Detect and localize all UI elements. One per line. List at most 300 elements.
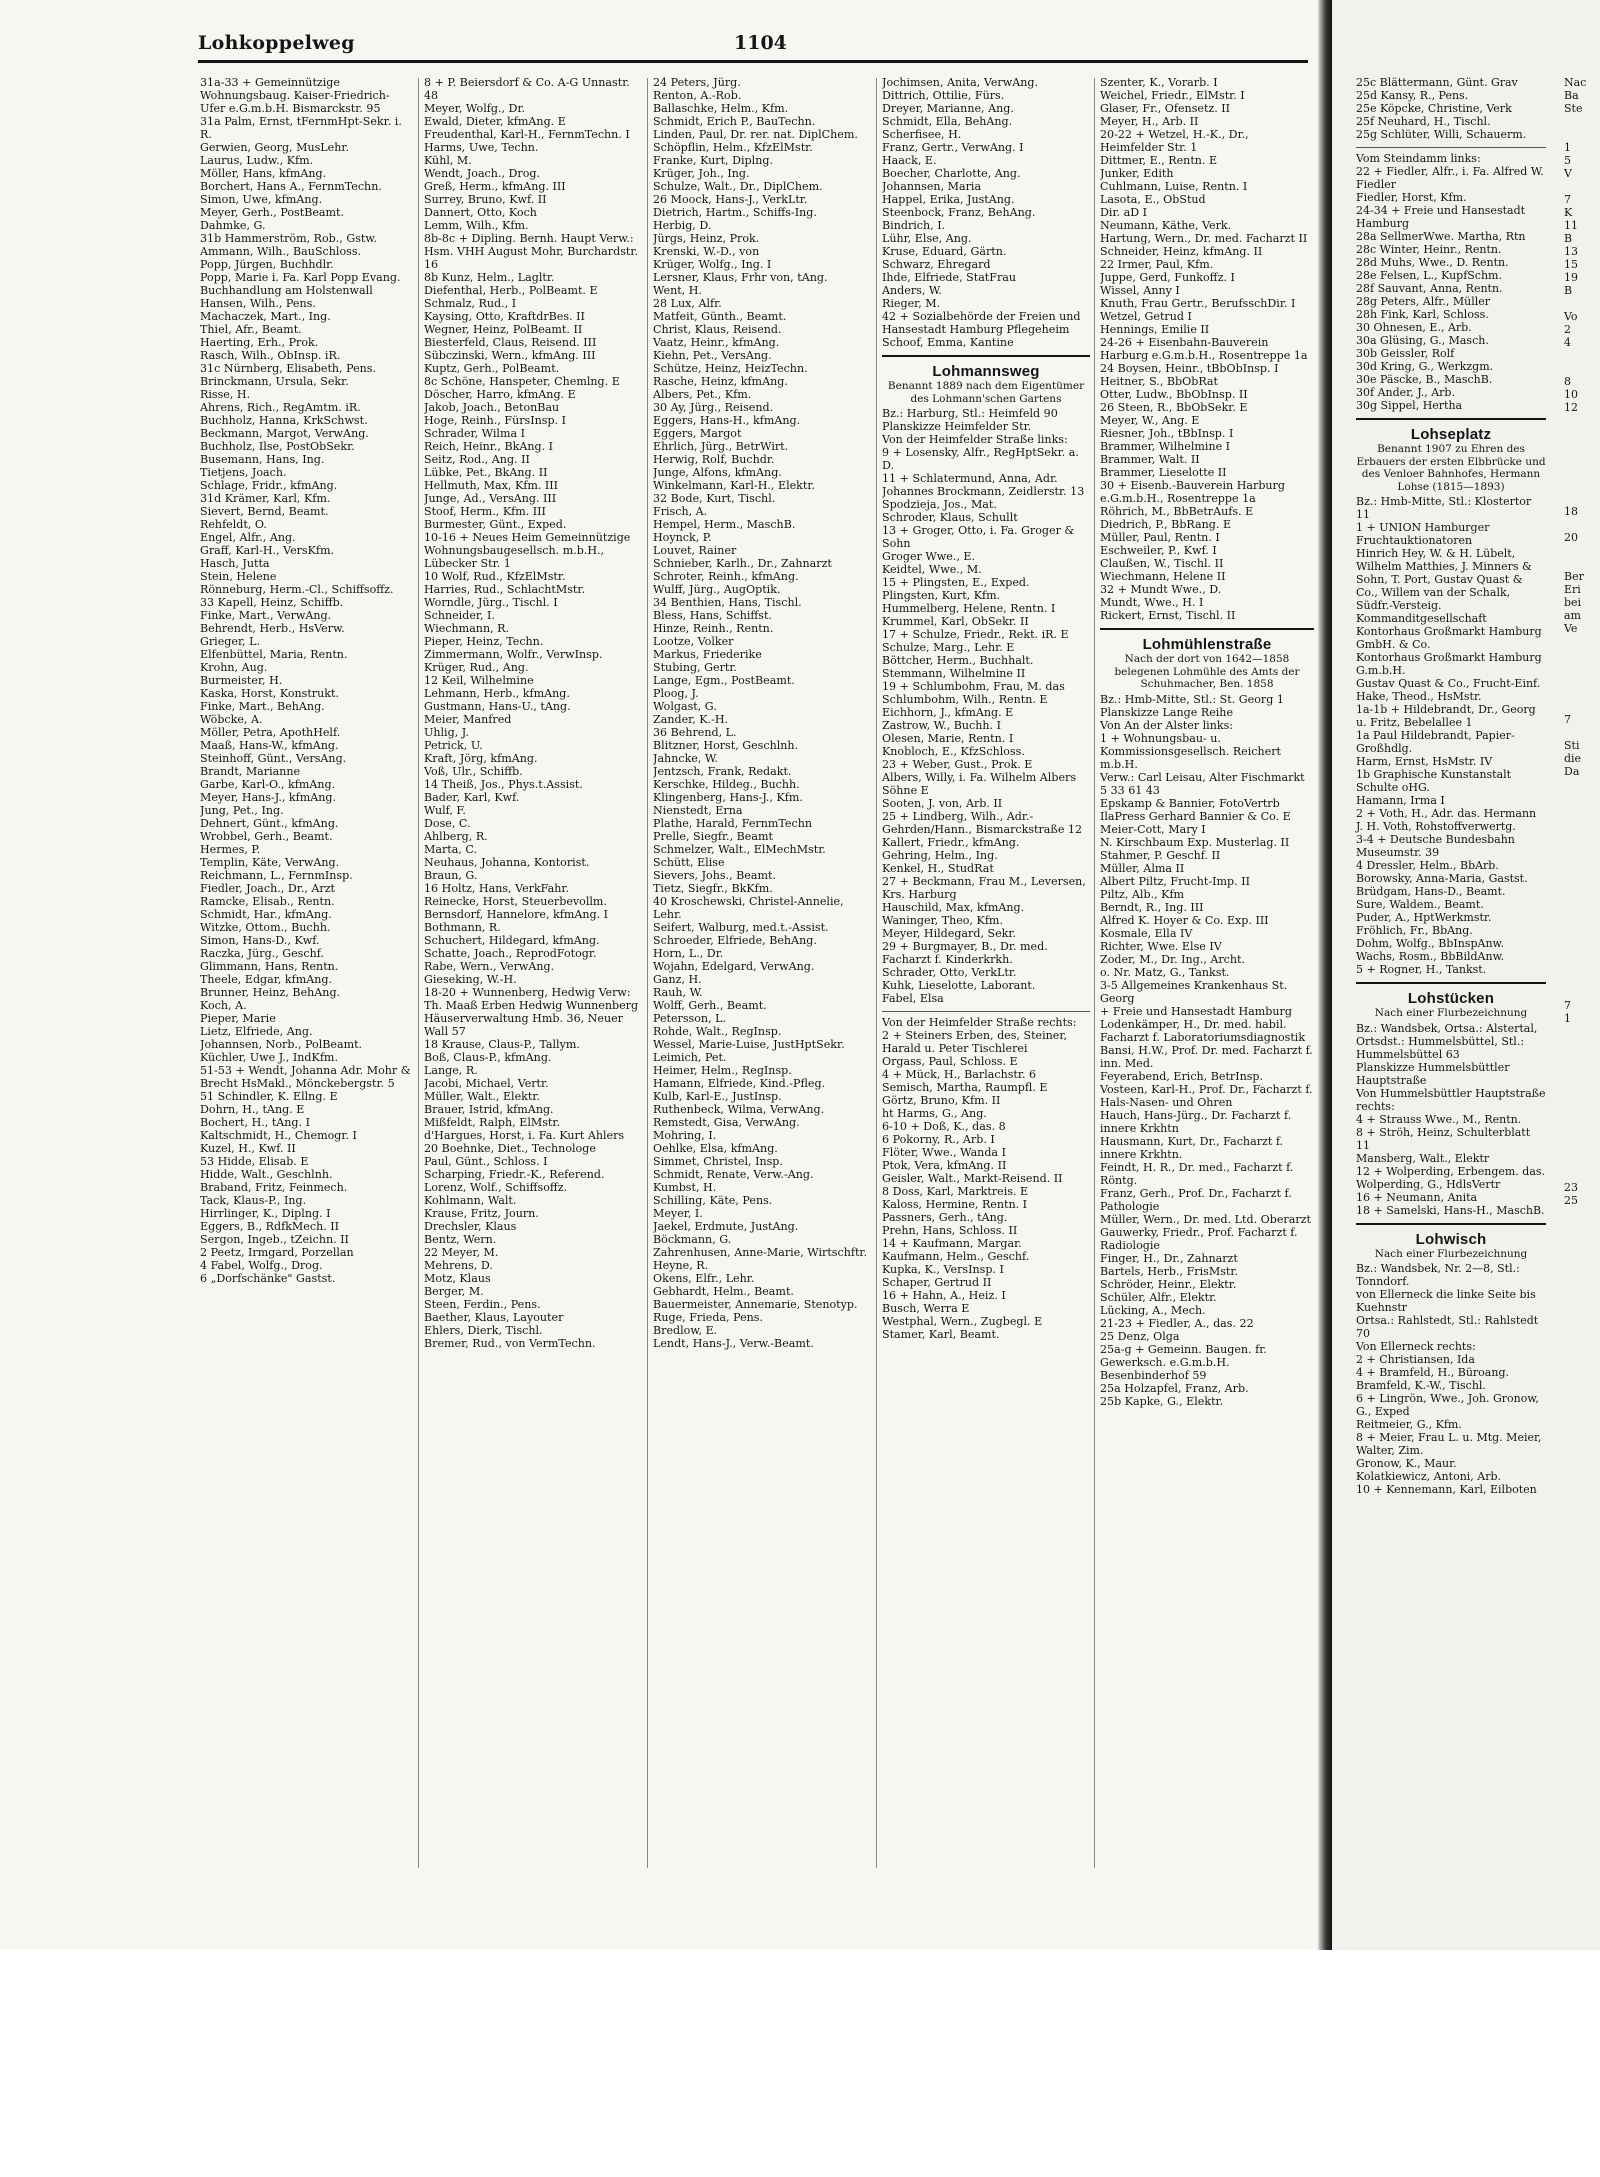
resident-entry: Junge, Ad., VersAng. III [424, 492, 557, 505]
resident-entry: 2 + Christiansen, Ida [1356, 1353, 1475, 1366]
resident-entry: Risse, H. [200, 388, 251, 401]
resident-entry: Schütze, Heinz, HeizTechn. [653, 362, 808, 375]
resident-entry: Okens, Elfr., Lehr. [653, 1272, 755, 1285]
resident-entry: Puder, A., HptWerkmstr. [1356, 911, 1492, 924]
resident-entry: Schöpflin, Helm., KfzElMstr. [653, 141, 813, 154]
adjacent-page [1332, 0, 1600, 1950]
resident-entry: Kaloss, Hermine, Rentn. I [882, 1198, 1028, 1211]
resident-entry: Ruge, Frieda, Pens. [653, 1311, 763, 1324]
resident-entry: Vom Steindamm links: [1356, 152, 1481, 165]
resident-entry: Bansi, H.W., Prof. Dr. med. Facharzt f. inn. Med. [1100, 1043, 1313, 1070]
cut-off-text-fragment [1564, 921, 1600, 934]
resident-entry: Zoder, M., Dr. Ing., Archt. [1100, 952, 1246, 966]
resident-entry: Sievers, Johs., Beamt. [653, 869, 776, 882]
resident-entry: 28e Felsen, L., KupfSchm. [1356, 269, 1502, 282]
resident-entry: 23 + Weber, Gust., Prok. E [882, 758, 1033, 771]
street-section-title: Lohmühlenstraße [1142, 636, 1272, 653]
cut-off-text-fragment [1564, 1051, 1600, 1064]
resident-entry: Gustav Quast & Co., Frucht-Einf. [1356, 677, 1541, 690]
resident-entry: Hellmuth, Max, Kfm. III [424, 479, 559, 492]
resident-entry: Meier-Cott, Mary I [1100, 822, 1206, 836]
cut-off-text-fragment [1564, 492, 1600, 505]
resident-entry: Von An der Alster links: [1100, 718, 1234, 732]
resident-entry: Schulze, Walt., Dr., DiplChem. [653, 180, 823, 193]
resident-entry: 2 + Steiners Erben, des, Steiner, Harald u. Peter Tischlerei [882, 1029, 1067, 1055]
resident-entry: Scherfisee, H. [882, 128, 962, 141]
resident-entry: Krause, Fritz, Journ. [424, 1207, 539, 1220]
resident-entry: Flöter, Wwe., Wanda I [882, 1146, 1006, 1159]
street-section-title: Lohseplatz [1410, 426, 1492, 443]
resident-entry: Popp, Marie i. Fa. Karl Popp Evang. Buchhandlung am Holstenwall [200, 271, 401, 297]
cut-off-text-fragment [1564, 882, 1600, 895]
resident-entry: Lange, Egm., PostBeamt. [653, 674, 795, 687]
resident-entry: 25f Neuhard, H., Tischl. [1356, 115, 1491, 128]
resident-entry: Theele, Edgar, kfmAng. [200, 973, 333, 986]
resident-entry: Wendt, Joach., Drog. [424, 167, 541, 180]
resident-entry: Koch, A. [200, 999, 247, 1012]
resident-entry: 31d Krämer, Karl, Kfm. [200, 492, 331, 505]
resident-entry: Schneider, I. [424, 609, 495, 622]
resident-entry: Markus, Friederike [653, 648, 762, 661]
resident-entry: Berndt, R., Ing. III [1100, 900, 1204, 914]
resident-entry: Eschweiler, P., Kwf. I [1100, 544, 1217, 557]
resident-entry: Dietrich, Hartm., Schiffs-Ing. [653, 206, 817, 219]
resident-entry: Surrey, Bruno, Kwf. II [424, 193, 547, 206]
resident-entry: 25c Blättermann, Günt. Grav [1356, 76, 1518, 89]
page-number: 1104 [734, 32, 787, 54]
resident-entry: Wegner, Heinz, PolBeamt. II [424, 323, 583, 336]
resident-entry: Richter, Wwe. Else IV [1100, 939, 1222, 953]
cut-off-text-fragment [1564, 986, 1600, 999]
cut-off-text-fragment [1564, 1064, 1600, 1077]
resident-entry: Drechsler, Klaus [424, 1220, 517, 1233]
resident-entry: 31a-33 + Gemeinnützige Wohnungsbaug. Kaiser-Friedrich-Ufer e.G.m.b.H. Bismarckstr. 95 [200, 76, 390, 115]
resident-entry: Von Ellerneck rechts: [1356, 1340, 1476, 1353]
street-name-origin-note: Benannt 1907 zu Ehren des Erbauers der ersten Elbbrücke und des Venloer Bahnhofes, Hermann Lohse (1815—1893) [1356, 443, 1546, 493]
resident-entry: Stamer, Karl, Beamt. [882, 1328, 1000, 1341]
resident-entry: Meyer, Wolfg., Dr. [424, 102, 526, 115]
resident-entry: Hinze, Reinh., Rentn. [653, 622, 774, 635]
cut-off-text-fragment: 1 [1564, 1012, 1571, 1025]
cut-off-text-fragment: 5 [1564, 154, 1571, 167]
resident-entry: Döscher, Harro, kfmAng. E [424, 388, 576, 401]
resident-entry: Beckmann, Margot, VerwAng. [200, 427, 369, 440]
cut-off-text-fragment [1564, 453, 1600, 466]
resident-entry: Wulf, F. [424, 804, 466, 817]
resident-entry: Voß, Ulr., Schiffb. [424, 765, 523, 778]
resident-entry: Müller, Alma II [1100, 861, 1185, 875]
resident-entry: Lange, R. [424, 1064, 478, 1077]
resident-entry: 42 + Sozialbehörde der Freien und Hansestadt Hamburg Pflegeheim [882, 310, 1081, 336]
resident-entry: Pieper, Marie [200, 1012, 276, 1025]
cut-off-text-fragment: 1 [1564, 141, 1571, 154]
resident-entry: Junker, Edith [1100, 167, 1174, 180]
cut-off-text-fragment [1564, 856, 1600, 869]
resident-entry: Kaufmann, Helm., Geschf. [882, 1250, 1030, 1263]
resident-entry: Schulze, Marg., Lehr. E [882, 641, 1015, 654]
resident-entry: von Ellerneck die linke Seite bis Kuehnstr [1356, 1288, 1536, 1314]
resident-entry: Vaatz, Heinr., kfmAng. [653, 336, 780, 349]
resident-entry: Nienstedt, Erna [653, 804, 743, 817]
cut-off-text-fragment [1564, 1142, 1600, 1155]
resident-entry: Jochimsen, Anita, VerwAng. [882, 76, 1038, 89]
cut-off-text-fragment [1564, 180, 1600, 193]
resident-entry: Witzke, Ottom., Buchh. [200, 921, 331, 934]
resident-entry: Bz.: Harburg, Stl.: Heimfeld 90 [882, 407, 1058, 420]
resident-entry: Kühl, M. [424, 154, 472, 167]
cut-off-text-fragment: 19 [1564, 271, 1578, 284]
cut-off-text-fragment: 7 [1564, 193, 1571, 206]
resident-entry: Wiechmann, R. [424, 622, 510, 635]
resident-entry: Louvet, Rainer [653, 544, 737, 557]
resident-entry: 20-22 + Wetzel, H.-K., Dr., Heimfelder Str. 1 [1100, 128, 1249, 154]
resident-entry: 33 Kapell, Heinz, Schiffb. [200, 596, 344, 609]
resident-entry: Schwarz, Ehregard [882, 258, 991, 271]
resident-entry: Gebhardt, Helm., Beamt. [653, 1285, 794, 1298]
resident-entry: Schröder, Heinr., Elektr. [1100, 1277, 1237, 1291]
resident-entry: Jung, Pet., Ing. [200, 804, 284, 817]
resident-entry: 30f Ander, J., Arb. [1356, 386, 1455, 399]
resident-entry: Schroeder, Elfriede, BehAng. [653, 934, 817, 947]
resident-entry: 3-4 + Deutsche Bundesbahn Museumstr. 39 [1356, 833, 1515, 859]
resident-entry: 3-5 Allgemeines Krankenhaus St. Georg [1100, 978, 1288, 1005]
cut-off-text-fragment [1564, 518, 1600, 531]
resident-entry: Hamann, Elfriede, Kind.-Pfleg. [653, 1077, 826, 1090]
resident-entry: 6 Pokorny, R., Arb. I [882, 1133, 995, 1146]
resident-entry: 9 + Losensky, Alfr., RegHptSekr. a. D. [882, 446, 1079, 472]
resident-entry: Hinrich Hey, W. & H. Lübelt, Wilhelm Matthies, J. Minners & Sohn, T. Port, Gustav Quast & Co., Willem van der Schalk, Südfr.-Versteig. [1356, 547, 1532, 612]
cut-off-text-fragment [1564, 557, 1600, 570]
resident-entry: Otter, Ludw., BbObInsp. II [1100, 388, 1248, 401]
resident-entry: 2 + Voth, H., Adr. das. Hermann J. H. Voth, Rohstoffverwertg. [1356, 807, 1537, 833]
resident-entry: Szenter, K., Vorarb. I [1100, 76, 1218, 89]
cut-off-text-fragment: B [1564, 232, 1573, 245]
resident-entry: Sooten, J. von, Arb. II [882, 797, 1003, 810]
resident-entry: Thiel, Afr., Beamt. [200, 323, 302, 336]
resident-entry: Schroter, Reinh., kfmAng. [653, 570, 799, 583]
resident-entry: Bentz, Wern. [424, 1233, 497, 1246]
cut-off-text-fragment: Ve [1564, 622, 1578, 635]
resident-entry: Kaska, Horst, Konstrukt. [200, 687, 339, 700]
resident-entry: Lootze, Volker [653, 635, 734, 648]
resident-entry: Geisler, Walt., Markt-Reisend. II [882, 1172, 1063, 1185]
resident-entry: Kiehn, Pet., VersAng. [653, 349, 772, 362]
resident-entry: Bredlow, E. [653, 1324, 718, 1337]
resident-entry: 8 + Ströh, Heinz, Schulterblatt 11 [1356, 1125, 1531, 1152]
resident-entry: 16 + Hahn, A., Heiz. I [882, 1289, 1006, 1302]
resident-entry: Reichmann, L., FernmInsp. [200, 869, 353, 882]
resident-entry: 11 + Schlatermund, Anna, Adr. Johannes Brockmann, Zeidlerstr. 13 [882, 472, 1085, 498]
resident-entry: Groger Wwe., E. [882, 550, 976, 563]
resident-entry: Tietz, Siegfr., BkKfm. [653, 882, 773, 895]
resident-entry: Simon, Uwe, kfmAng. [200, 193, 323, 206]
resident-entry: Machaczek, Mart., Ing. [200, 310, 331, 323]
resident-entry: Lücking, A., Mech. [1100, 1303, 1206, 1317]
resident-entry: Wolff, Gerh., Beamt. [653, 999, 767, 1012]
resident-entry: Krummel, Karl, ObSekr. II [882, 615, 1029, 628]
resident-entry: 6-10 + Doß, K., das. 8 [882, 1120, 1006, 1133]
resident-entry: Hidde, Walt., Geschlnh. [200, 1168, 333, 1181]
resident-entry: Zimmermann, Wolfr., VerwInsp. [424, 648, 603, 661]
resident-entry: Gustmann, Hans-U., tAng. [424, 700, 571, 713]
resident-entry: Böckmann, G. [653, 1233, 732, 1246]
resident-entry: 31a Palm, Ernst, tFernmHpt-Sekr. i. R. [200, 115, 402, 141]
resident-entry: Herwig, Rolf, Buchdr. [653, 453, 775, 466]
resident-entry: Planskizze Heimfelder Str. [882, 420, 1032, 433]
cut-off-text-fragment [1564, 648, 1600, 661]
resident-entry: ht Harms, G., Ang. [882, 1107, 987, 1120]
resident-entry: Hoynck, P. [653, 531, 712, 544]
resident-entry: Schütt, Elise [653, 856, 725, 869]
cut-off-text-fragment: 20 [1564, 531, 1578, 544]
resident-entry: Ahrens, Rich., RegAmtm. iR. [200, 401, 361, 414]
resident-entry: Graff, Karl-H., VersKfm. [200, 544, 335, 557]
resident-entry: Gronow, K., Maur. [1356, 1457, 1457, 1470]
resident-entry: Rasch, Wilh., ObInsp. iR. [200, 349, 341, 362]
resident-entry: Wolgast, G. [653, 700, 717, 713]
column-divider [1094, 78, 1095, 1868]
resident-entry: Johannsen, Maria [882, 180, 982, 193]
cut-off-text-fragment [1564, 362, 1600, 375]
cut-off-text-fragment [1564, 297, 1600, 310]
resident-entry: Matfeit, Günth., Beamt. [653, 310, 787, 323]
resident-entry: Ganz, H. [653, 973, 702, 986]
resident-entry: Kuptz, Gerh., PolBeamt. [424, 362, 560, 375]
resident-entry: Sergon, Ingeb., tZeichn. II [200, 1233, 349, 1246]
resident-entry: Rasche, Heinz, kfmAng. [653, 375, 788, 388]
cut-off-text-fragment: 18 [1564, 505, 1578, 518]
resident-entry: Haack, E. [882, 154, 937, 167]
resident-entry: 36 Behrend, L. [653, 726, 737, 739]
resident-entry: Rohde, Walt., RegInsp. [653, 1025, 782, 1038]
resident-entry: Wulff, Jürg., AugOptik. [653, 583, 781, 596]
resident-entry: 28g Peters, Alfr., Müller [1356, 295, 1491, 308]
cut-off-text-fragment: 11 [1564, 219, 1578, 232]
resident-entry: Wessel, Marie-Luise, JustHptSekr. [653, 1038, 845, 1051]
resident-entry: Anders, W. [882, 284, 942, 297]
resident-entry: 30g Sippel, Hertha [1356, 399, 1463, 412]
cut-off-text-fragment: am [1564, 609, 1581, 622]
resident-entry: Brandt, Marianne [200, 765, 301, 778]
cut-off-text-fragment [1564, 869, 1600, 882]
resident-entry: Wachs, Rosm., BbBildAnw. [1356, 950, 1505, 963]
resident-entry: Epskamp & Bannier, FotoVertrb [1100, 796, 1280, 810]
resident-entry: 30d Kring, G., Werkzgm. [1356, 360, 1494, 373]
resident-entry: Gieseking, W.-H. [424, 973, 517, 986]
resident-entry: Meyer, W., Ang. E [1100, 414, 1200, 427]
section-divider [882, 1011, 1090, 1012]
resident-entry: Kuzel, H., Kwf. II [200, 1142, 296, 1155]
page-header [0, 0, 1318, 60]
resident-entry: Templin, Käte, VerwAng. [200, 856, 340, 869]
resident-entry: 25 + Lindberg, Wilh., Adr.-Gehrden/Hann., Bismarckstraße 12 [882, 810, 1083, 836]
cut-off-text-fragment [1564, 466, 1600, 479]
resident-entry: Gerwien, Georg, MusLehr. [200, 141, 349, 154]
cut-off-text-fragment: 23 [1564, 1181, 1578, 1194]
resident-entry: Happel, Erika, JustAng. [882, 193, 1015, 206]
resident-entry: 4 Fabel, Wolfg., Drog. [200, 1259, 323, 1272]
resident-entry: Bz.: Wandsbek, Ortsa.: Alstertal, Ortsdst.: Hummelsbüttel, Stl.: Hummelsbüttel 63 [1356, 1021, 1538, 1061]
resident-entry: Knobloch, E., KfzSchloss. [882, 745, 1025, 758]
resident-entry: Meyer, H., Arb. II [1100, 115, 1199, 128]
resident-entry: Reich, Heinr., BkAng. I [424, 440, 554, 453]
resident-entry: Prelle, Siegfr., Beamt [653, 830, 773, 843]
cut-off-text-fragment [1564, 804, 1600, 817]
resident-entry: Petrick, U. [424, 739, 483, 752]
resident-entry: Hirrlinger, K., Diplng. I [200, 1207, 331, 1220]
resident-entry: Behrendt, Herb., HsVerw. [200, 622, 345, 635]
resident-entry: Schilling, Käte, Pens. [653, 1194, 773, 1207]
resident-entry: Brammer, Lieselotte II [1100, 466, 1227, 479]
cut-off-text-fragment: Ber [1564, 570, 1584, 583]
cut-off-text-fragment [1564, 778, 1600, 791]
resident-entry: Lasota, E., ObStud [1100, 193, 1206, 206]
directory-column-3 [653, 76, 871, 1936]
resident-entry: 14 Theiß, Jos., Phys.t.Assist. [424, 778, 583, 791]
resident-entry: Kupka, K., VersInsp. I [882, 1263, 1004, 1276]
resident-entry: 1 + UNION Hamburger Fruchtauktionatoren [1356, 521, 1490, 547]
resident-entry: Meier, Manfred [424, 713, 512, 726]
resident-entry: Dohm, Wolfg., BbInspAnw. [1356, 937, 1505, 950]
resident-entry: Krüger, Joh., Ing. [653, 167, 750, 180]
resident-entry: Motz, Klaus [424, 1272, 491, 1285]
resident-entry: Franz, Gertr., VerwAng. I [882, 141, 1024, 154]
street-section-rule [1100, 628, 1314, 630]
resident-entry: Reitmeier, G., Kfm. [1356, 1418, 1462, 1431]
resident-entry: Brüdgam, Hans-D., Beamt. [1356, 885, 1506, 898]
directory-column-2 [424, 76, 642, 1936]
cut-off-text-fragment: 13 [1564, 245, 1578, 258]
resident-entry: Lehmann, Herb., kfmAng. [424, 687, 570, 700]
resident-entry: Brauer, Istrid, kfmAng. [424, 1103, 554, 1116]
resident-entry: Dohrn, H., tAng. E [200, 1103, 305, 1116]
resident-entry: Schmelzer, Walt., ElMechMstr. [653, 843, 826, 856]
resident-entry: 26 Steen, R., BbObSekr. E [1100, 401, 1248, 414]
directory-column-4 [882, 76, 1090, 1936]
resident-entry: Bz.: Hmb-Mitte, Stl.: Klostertor 11 [1356, 495, 1532, 521]
resident-entry: Orgass, Paul, Schloss. E [882, 1055, 1018, 1068]
resident-entry: Meyer, Gerh., PostBeamt. [200, 206, 345, 219]
resident-entry: Cuhlmann, Luise, Rentn. I [1100, 180, 1248, 193]
resident-entry: Feindt, H. R., Dr. med., Facharzt f. Röntg. [1100, 1160, 1294, 1187]
resident-entry: 20 Boehnke, Diet., Technologe [424, 1142, 596, 1155]
cut-off-text-fragment [1564, 427, 1600, 440]
resident-entry: Heitner, S., BbObRat [1100, 375, 1219, 388]
resident-entry: Hausmann, Kurt, Dr., Facharzt f. innere Krkhtn. [1100, 1134, 1284, 1161]
resident-entry: Pieper, Heinz, Techn. [424, 635, 544, 648]
cut-off-text-fragment: 2 [1564, 323, 1571, 336]
resident-entry: 15 + Plingsten, E., Exped. [882, 576, 1030, 589]
resident-entry: Leimich, Pet. [653, 1051, 727, 1064]
cut-off-text-fragment [1564, 674, 1600, 687]
resident-entry: Boecher, Charlotte, Ang. [882, 167, 1021, 180]
resident-entry: Grieger, L. [200, 635, 260, 648]
resident-entry: Müller, Paul, Rentn. I [1100, 531, 1220, 544]
resident-entry: 18 + Samelski, Hans-H., MaschB. [1356, 1203, 1545, 1217]
resident-entry: Kruse, Eduard, Gärtn. [882, 245, 1007, 258]
cut-off-text-fragment [1564, 895, 1600, 908]
resident-entry: d'Hargues, Horst, i. Fa. Kurt Ahlers [424, 1129, 625, 1142]
resident-entry: Plingsten, Kurt, Kfm. [882, 589, 1001, 602]
resident-entry: Stemmann, Wilhelmine II [882, 667, 1026, 680]
resident-entry: 12 + Wolperding, Erbengem. das. [1356, 1164, 1546, 1178]
resident-entry: Fiedler, Horst, Kfm. [1356, 191, 1467, 204]
resident-entry: Riesner, Joh., tBbInsp. I [1100, 427, 1234, 440]
resident-entry: Krüger, Wolfg., Ing. I [653, 258, 772, 271]
cut-off-text-fragment: Sti [1564, 739, 1580, 752]
cut-off-text-fragment: 4 [1564, 336, 1571, 349]
adjacent-page-column [1356, 76, 1546, 1496]
resident-entry: Steen, Ferdin., Pens. [424, 1298, 541, 1311]
resident-entry: Schüler, Alfr., Elektr. [1100, 1290, 1217, 1304]
resident-entry: Dahmke, G. [200, 219, 266, 232]
resident-entry: Steenbock, Franz, BehAng. [882, 206, 1036, 219]
resident-entry: IlaPress Gerhard Bannier & Co. E [1100, 809, 1291, 823]
resident-entry: Braband, Fritz, Feinmech. [200, 1181, 348, 1194]
resident-entry: 4 + Strauss Wwe., M., Rentn. [1356, 1112, 1522, 1126]
resident-entry: 8 + Meier, Frau L. u. Mtg. Meier, Walter, Zim. [1356, 1431, 1542, 1457]
resident-entry: 4 + Bramfeld, H., Büroang. Bramfeld, K.-W., Tischl. [1356, 1366, 1509, 1392]
cut-off-text-fragment [1564, 843, 1600, 856]
resident-entry: Kenkel, H., StudRat [882, 862, 994, 875]
resident-entry: Linden, Paul, Dr. rer. nat. DiplChem. [653, 128, 858, 141]
cut-off-text-fragment [1564, 830, 1600, 843]
cut-off-text-fragment: 15 [1564, 258, 1578, 271]
resident-entry: Hasch, Jutta [200, 557, 270, 570]
resident-entry: Ptok, Vera, kfmAng. II [882, 1159, 1007, 1172]
cut-off-text-fragment [1564, 1025, 1600, 1038]
resident-entry: Berger, M. [424, 1285, 484, 1298]
resident-entry: Bothmann, R. [424, 921, 501, 934]
cut-off-text-fragment: bei [1564, 596, 1582, 609]
resident-entry: Dannert, Otto, Koch [424, 206, 537, 219]
resident-entry: Petersson, L. [653, 1012, 727, 1025]
resident-entry: Elfenbüttel, Maria, Rentn. [200, 648, 348, 661]
resident-entry: 30 Ohnesen, E., Arb. [1356, 321, 1472, 334]
resident-entry: Dir. aD I [1100, 206, 1147, 219]
resident-entry: Westphal, Wern., Zugbegl. E [882, 1315, 1043, 1328]
resident-entry: 8b Kunz, Helm., Lagltr. [424, 271, 555, 284]
resident-entry: Steinhoff, Günt., VersAng. [200, 752, 347, 765]
resident-entry: Laurus, Ludw., Kfm. [200, 154, 314, 167]
resident-entry: Stahmer, P. Geschf. II [1100, 848, 1221, 862]
resident-entry: Lendt, Hans-J., Verw.-Beamt. [653, 1337, 814, 1350]
resident-entry: Junge, Alfons, kfmAng. [653, 466, 782, 479]
column-divider [876, 78, 877, 1868]
adjacent-page-cut-edge [1564, 76, 1600, 1207]
resident-entry: Borowsky, Anna-Maria, Gastst. [1356, 872, 1528, 885]
resident-entry: Bauermeister, Annemarie, Stenotyp. [653, 1298, 858, 1311]
resident-entry: Brinckmann, Ursula, Sekr. [200, 375, 349, 388]
resident-entry: Passners, Gerh., tAng. [882, 1211, 1008, 1224]
resident-entry: Remstedt, Gisa, VerwAng. [653, 1116, 800, 1129]
resident-entry: 8 + P. Beiersdorf & Co. A-G Unnastr. 48 [424, 76, 630, 102]
resident-entry: Vosteen, Karl-H., Prof. Dr., Facharzt f. Hals-Nasen- und Ohren [1100, 1082, 1313, 1109]
resident-entry: Paul, Günt., Schloss. I [424, 1155, 548, 1168]
resident-entry: 25d Kansy, R., Pens. [1356, 89, 1469, 102]
resident-entry: Buchholz, Ilse, PostObSekr. [200, 440, 355, 453]
resident-entry: Engel, Alfr., Ang. [200, 531, 296, 544]
section-divider [1356, 147, 1546, 148]
resident-entry: Rabe, Wern., VerwAng. [424, 960, 555, 973]
resident-entry: Finke, Mart., VerwAng. [200, 609, 332, 622]
resident-entry: Brunner, Heinz, BehAng. [200, 986, 341, 999]
street-name-origin-note: Nach einer Flurbezeichnung [1374, 1007, 1528, 1019]
resident-entry: Eggers, Hans-H., kfmAng. [653, 414, 801, 427]
resident-entry: 30 + Eisenb.-Bauverein Harburg e.G.m.b.H., Rosentreppe 1a [1100, 479, 1285, 505]
resident-entry: Rauh, W. [653, 986, 703, 999]
cut-off-text-fragment [1564, 1168, 1600, 1181]
